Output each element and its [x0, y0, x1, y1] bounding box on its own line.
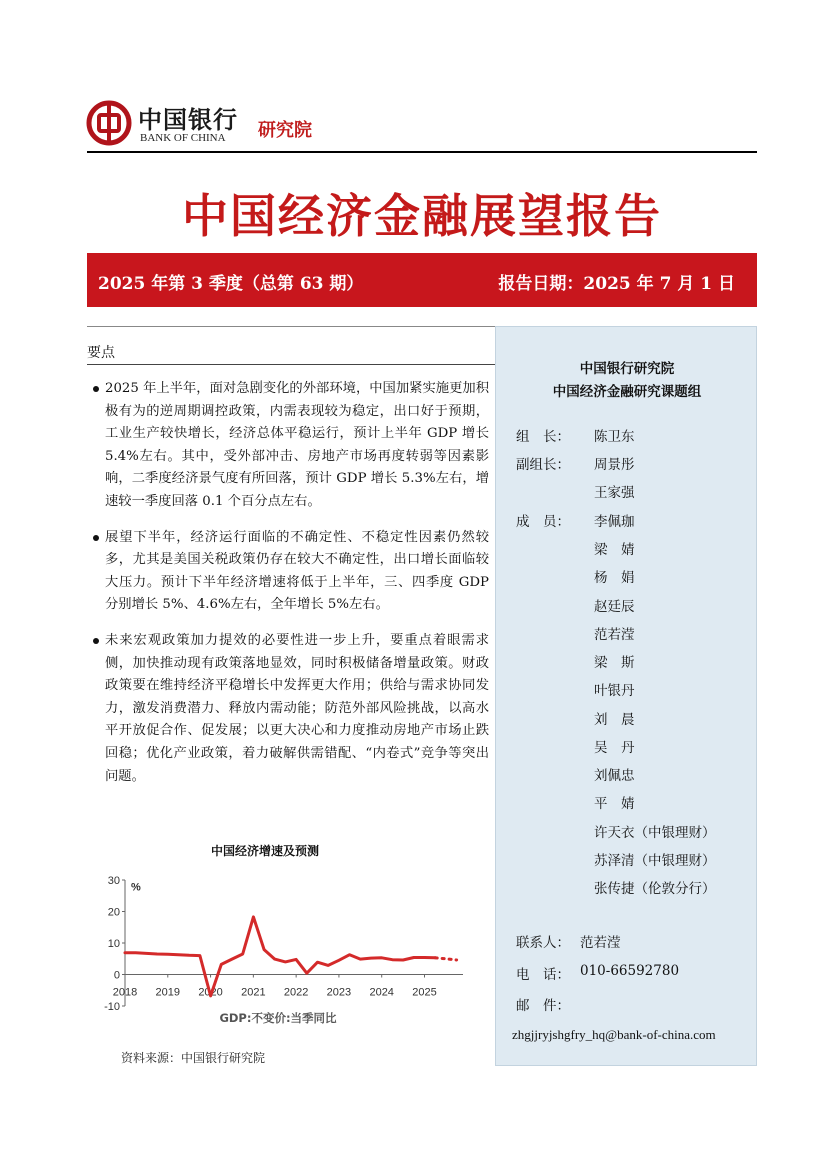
member-name: 张传捷（伦敦分行）: [594, 881, 716, 897]
bank-logo: [86, 100, 336, 148]
y-tick-label: -10: [104, 1001, 120, 1013]
key-point-text: 2025 年上半年，面对急剧变化的外部环境，中国加紧实施更加积极有为的逆周期调控政策，内需表现较为稳定，出口好于预期，工业生产较快增长，经济总体平稳运行，预计上半年 GDP 增长 5.4%左右。其中，受外部冲击、房地产市场再度转弱等因素影响，二季度经济景气度有所回落，预计 GDP 增长 5.3%左右，增速较一季度回落 0.1 个百分点左右。: [105, 381, 489, 509]
role-label-leader: 组 长：: [516, 429, 570, 445]
report-date: 报告日期：2025 年 7 月 1 日: [498, 274, 735, 294]
member-name: 范若滢: [594, 627, 635, 643]
member-name: 刘 晨: [594, 712, 635, 728]
section-heading: 要点: [87, 345, 115, 361]
bank-of-china-logo-icon: [86, 100, 132, 146]
y-tick-label: 20: [107, 906, 120, 919]
y-tick-label: 0: [113, 969, 120, 982]
role-label-members: 成 员：: [516, 514, 570, 530]
x-tick-label: 2023: [326, 986, 352, 999]
role-label-deputy: 副组长：: [516, 457, 570, 473]
y-tick-label: 10: [107, 938, 120, 950]
logo-chinese-name: 中国银行: [138, 105, 238, 134]
gdp-forecast-line: [435, 958, 456, 960]
x-tick-label: 2025: [412, 986, 437, 999]
section-rule: [87, 364, 495, 365]
member-name: 周景彤: [594, 457, 635, 473]
member-name: 苏泽清（中银理财）: [594, 853, 716, 869]
member-name: 吴 丹: [594, 740, 635, 756]
source-note: 资料来源：中国银行研究院: [121, 1051, 266, 1065]
member-name: 平 婧: [594, 796, 635, 812]
member-name: 杨 娟: [594, 570, 635, 586]
email-label: 邮 件：: [516, 998, 570, 1014]
member-name: 叶银丹: [594, 683, 635, 699]
key-points: [87, 378, 489, 801]
x-tick-label: 2018: [112, 986, 138, 999]
header-rule: [87, 151, 757, 153]
chart-caption: GDP:不变价:当季同比: [219, 1011, 337, 1025]
key-point-text: 展望下半年，经济运行面临的不确定性、不稳定性因素仍然较多，尤其是美国关税政策仍存在较大不确定性，出口增长面临较大压力。预计下半年经济增速将低于上半年，三、四季度 GDP 分别增长 5%、4.6%左右，全年增长 5%左右。: [105, 529, 489, 613]
issue-band: [87, 253, 757, 307]
section-top-rule: [87, 326, 495, 327]
phone-number: 010-66592780: [580, 963, 680, 979]
report-title: 中国经济金融展望报告: [182, 189, 662, 243]
member-name: 赵廷辰: [594, 599, 635, 615]
key-point: [87, 630, 489, 788]
member-name: 许天衣（中银理财）: [594, 825, 716, 841]
contact-name: 范若滢: [580, 935, 621, 951]
institute-name: 研究院: [258, 120, 312, 141]
member-name: 陈卫东: [594, 429, 635, 445]
key-point: [87, 378, 489, 514]
gdp-actual-line: [125, 917, 435, 996]
logo-english-name: BANK OF CHINA: [140, 132, 226, 144]
member-name: 刘佩忠: [594, 768, 635, 784]
x-tick-label: 2019: [155, 986, 181, 999]
key-point-text: 未来宏观政策加力提效的必要性进一步上升，要重点着眼需求侧，加快推动现有政策落地显效，同时积极储备增量政策。财政政策要在维持经济平稳增长中发挥更大作用；供给与需求协同发力，激发消费潜力、释放内需动能；防范外部风险挑战，以高水平开放促合作、促发展；以更大决心和力度推动房地产市场止跌回稳；优化产业政策，着力破解供需错配、“内卷式”竞争等突出问题。: [105, 632, 489, 784]
member-name: 王家强: [594, 485, 635, 501]
member-name: 梁 婧: [594, 542, 635, 558]
x-tick-label: 2020: [198, 986, 223, 999]
sidebar-org-name: 中国银行研究院: [579, 361, 675, 377]
member-name: 梁 斯: [594, 655, 635, 671]
gdp-line-chart: [95, 866, 475, 1016]
y-tick-label: 30: [107, 875, 120, 887]
contact-label: 联系人：: [516, 935, 570, 951]
bullet-icon: [93, 638, 99, 644]
bullet-icon: [93, 535, 99, 541]
x-tick-label: 2022: [283, 986, 309, 999]
chart-title: 中国经济增速及预测: [210, 844, 319, 858]
team-sidebar: [495, 326, 757, 1066]
sidebar-team-name: 中国经济金融研究课题组: [552, 384, 702, 400]
x-tick-label: 2024: [369, 986, 394, 999]
key-point: [87, 527, 489, 617]
y-unit-label: %: [131, 881, 141, 894]
issue-label: 2025 年第 3 季度（总第 63 期）: [98, 274, 364, 294]
member-name: 李佩珈: [594, 514, 635, 530]
email-address: zhgjjryjshgfry_hq@bank-of-china.com: [512, 1027, 716, 1042]
x-tick-label: 2021: [241, 986, 266, 999]
bullet-icon: [93, 386, 99, 392]
phone-label: 电 话：: [516, 967, 570, 983]
